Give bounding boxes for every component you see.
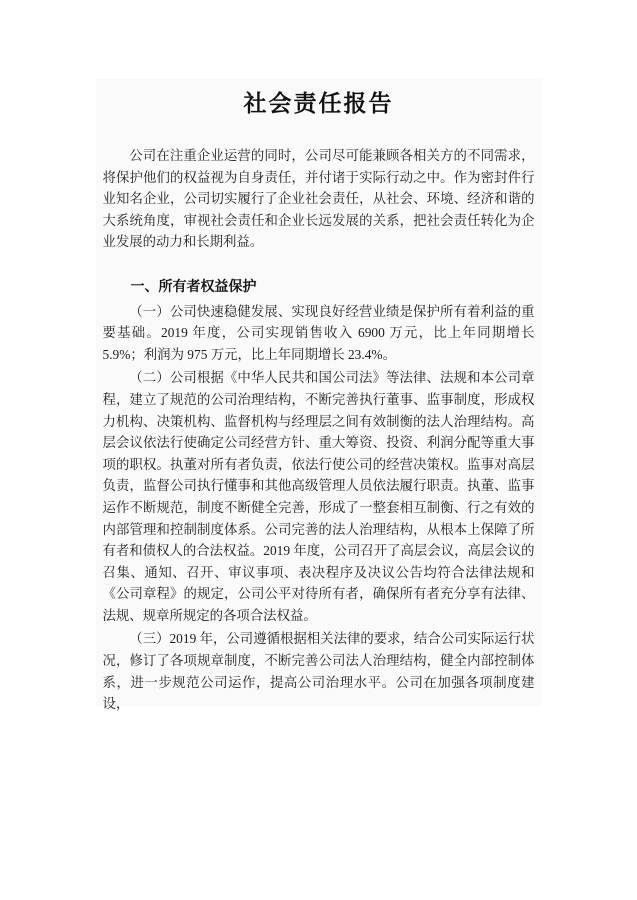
section-paragraph-1: （一）公司快速稳健发展、实现良好经营业绩是保护所有着利益的重要基础。2019 年度，公司实现销售收入 6900 万元，比上年同期增长 5.9%；利润为 975 万元，比上年同期增长 23.4%。 — [102, 303, 535, 362]
document-page — [97, 80, 540, 712]
section-paragraph-3: （三）2019 年，公司遵循根据相关法律的要求，结合公司实际运行状况，修订了各项规章制度，不断完善公司法人治理结构，健全内部控制体系，进一步规范公司运作，提高公司治理水平。公司在加强各项制度建设， — [102, 631, 535, 712]
document-title: 社会责任报告 — [243, 91, 394, 116]
section-heading-owner-rights: 一、所有者权益保护 — [130, 279, 257, 295]
section-paragraph-2: （二）公司根据《中华人民共和国公司法》等法律、法规和本公司章程，建立了规范的公司治理结构，不断完善执行董事、监事制度，形成权力机构、决策机构、监督机构与经理层之间有效制衡的法人治理结构。高层会议依法行使确定公司经营方针、重大筹资、投资、利润分配等重大事项的职权。执董对所有者负责，依法行使公司的经营决策权。监事对高层负责，监督公司执行懂事和其他高级管理人员依法履行职责。执董、监事运作不断规范，制度不断健全完善，形成了一整套相互制衡、行之有效的内部管理和控制制度体系。公司完善的法人治理结构，从根本上保障了所有者和债权人的合法权益。2019 年度，公司召开了高层会议，高层会议的召集、通知、召开、审议事项、表决程序及决议公告均符合法律法规和《公司章程》的规定，公司公平对待所有者，确保所有者充分享有法律、法规、规章所规定的各项合法权益。 — [102, 370, 535, 623]
intro-paragraph: 公司在注重企业运营的同时，公司尽可能兼顾各相关方的不同需求，将保护他们的权益视为自身责任，并付诸于实际行动之中。作为密封件行业知名企业，公司切实履行了企业社会责任，从社会、环境、经济和谐的大系统角度，审视社会责任和企业长远发展的关系，把社会责任转化为企业发展的动力和长期利益。 — [102, 148, 535, 250]
